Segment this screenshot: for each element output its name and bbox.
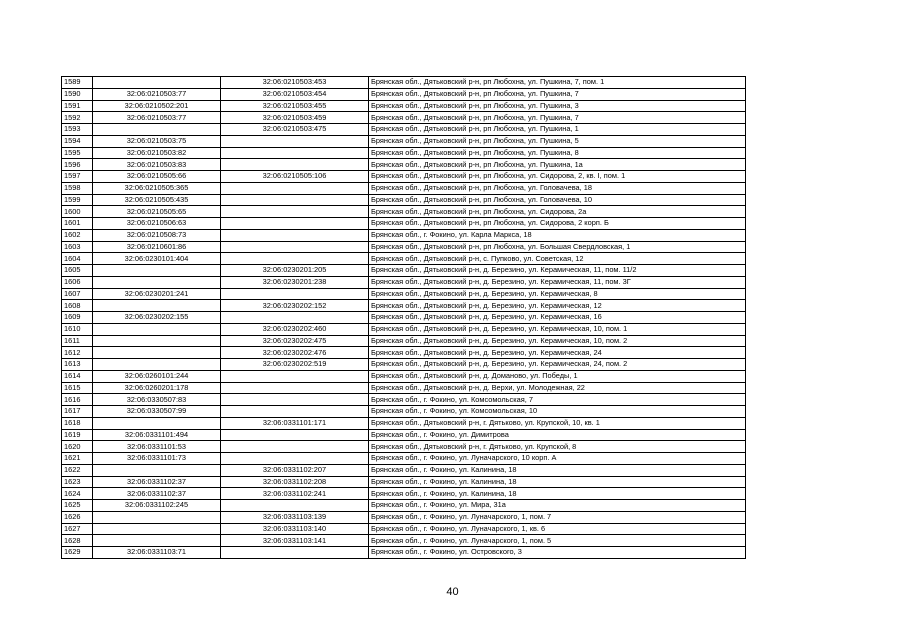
row-number-cell: 1621 bbox=[62, 453, 93, 465]
new-cadastral-number-cell: 32:06:0210503:453 bbox=[221, 77, 369, 89]
address-cell: Брянская обл., Дятьковский р-н, рп Любохна, ул. Пушкина, 7 bbox=[369, 112, 746, 124]
table-row bbox=[62, 194, 746, 206]
table-row bbox=[62, 394, 746, 406]
page-number: 40 bbox=[446, 586, 459, 598]
table-row bbox=[62, 488, 746, 500]
row-number-cell: 1610 bbox=[62, 323, 93, 335]
address-cell: Брянская обл., Дятьковский р-н, д. Березино, ул. Керамическая, 24, пом. 2 bbox=[369, 359, 746, 371]
new-cadastral-number-cell bbox=[221, 394, 369, 406]
address-cell: Брянская обл., г. Фокино, ул. Комсомольская, 10 bbox=[369, 406, 746, 418]
address-cell: Брянская обл., Дятьковский р-н, г. Дятьково, ул. Крупской, 10, кв. 1 bbox=[369, 417, 746, 429]
new-cadastral-number-cell bbox=[221, 429, 369, 441]
row-number-cell: 1597 bbox=[62, 171, 93, 183]
table-row bbox=[62, 417, 746, 429]
table-row bbox=[62, 124, 746, 136]
table-row bbox=[62, 276, 746, 288]
row-number-cell: 1622 bbox=[62, 464, 93, 476]
row-number-cell: 1603 bbox=[62, 241, 93, 253]
table-row bbox=[62, 229, 746, 241]
row-number-cell: 1601 bbox=[62, 218, 93, 230]
table-row bbox=[62, 218, 746, 230]
row-number-cell: 1615 bbox=[62, 382, 93, 394]
table-row bbox=[62, 253, 746, 265]
row-number-cell: 1598 bbox=[62, 182, 93, 194]
old-cadastral-number-cell: 32:06:0210503:77 bbox=[93, 112, 221, 124]
table-row bbox=[62, 182, 746, 194]
table-row bbox=[62, 464, 746, 476]
table-row bbox=[62, 547, 746, 559]
address-cell: Брянская обл., Дятьковский р-н, рп Любохна, ул. Пушкина, 8 bbox=[369, 147, 746, 159]
old-cadastral-number-cell: 32:06:0331102:37 bbox=[93, 488, 221, 500]
table-row bbox=[62, 100, 746, 112]
new-cadastral-number-cell bbox=[221, 135, 369, 147]
address-cell: Брянская обл., Дятьковский р-н, д. Березино, ул. Керамическая, 24 bbox=[369, 347, 746, 359]
address-cell: Брянская обл., Дятьковский р-н, д. Березино, ул. Керамическая, 16 bbox=[369, 312, 746, 324]
new-cadastral-number-cell: 32:06:0331102:207 bbox=[221, 464, 369, 476]
old-cadastral-number-cell: 32:06:0210508:73 bbox=[93, 229, 221, 241]
address-cell: Брянская обл., г. Фокино, ул. Калинина, 18 bbox=[369, 464, 746, 476]
row-number-cell: 1618 bbox=[62, 417, 93, 429]
new-cadastral-number-cell: 32:06:0331102:208 bbox=[221, 476, 369, 488]
row-number-cell: 1619 bbox=[62, 429, 93, 441]
table-row bbox=[62, 312, 746, 324]
row-number-cell: 1616 bbox=[62, 394, 93, 406]
old-cadastral-number-cell: 32:06:0331101:494 bbox=[93, 429, 221, 441]
address-cell: Брянская обл., Дятьковский р-н, д. Березино, ул. Керамическая, 10, пом. 2 bbox=[369, 335, 746, 347]
row-number-cell: 1594 bbox=[62, 135, 93, 147]
row-number-cell: 1606 bbox=[62, 276, 93, 288]
address-cell: Брянская обл., г. Фокино, ул. Мира, 31а bbox=[369, 500, 746, 512]
row-number-cell: 1607 bbox=[62, 288, 93, 300]
address-cell: Брянская обл., Дятьковский р-н, д. Березино, ул. Керамическая, 11, пом. 3Г bbox=[369, 276, 746, 288]
address-cell: Брянская обл., г. Фокино, ул. Комсомольская, 7 bbox=[369, 394, 746, 406]
row-number-cell: 1614 bbox=[62, 370, 93, 382]
row-number-cell: 1625 bbox=[62, 500, 93, 512]
row-number-cell: 1600 bbox=[62, 206, 93, 218]
old-cadastral-number-cell: 32:06:0210503:77 bbox=[93, 88, 221, 100]
row-number-cell: 1629 bbox=[62, 547, 93, 559]
row-number-cell: 1613 bbox=[62, 359, 93, 371]
address-cell: Брянская обл., г. Фокино, ул. Калинина, 18 bbox=[369, 476, 746, 488]
old-cadastral-number-cell bbox=[93, 300, 221, 312]
table-row bbox=[62, 441, 746, 453]
table-row bbox=[62, 300, 746, 312]
old-cadastral-number-cell bbox=[93, 124, 221, 136]
row-number-cell: 1591 bbox=[62, 100, 93, 112]
old-cadastral-number-cell bbox=[93, 523, 221, 535]
address-cell: Брянская обл., Дятьковский р-н, д. Верхи, ул. Молодежная, 22 bbox=[369, 382, 746, 394]
new-cadastral-number-cell bbox=[221, 382, 369, 394]
new-cadastral-number-cell bbox=[221, 288, 369, 300]
address-cell: Брянская обл., г. Фокино, ул. Димитрова bbox=[369, 429, 746, 441]
address-cell: Брянская обл., Дятьковский р-н, рп Любохна, ул. Пушкина, 1а bbox=[369, 159, 746, 171]
row-number-cell: 1612 bbox=[62, 347, 93, 359]
old-cadastral-number-cell: 32:06:0330507:99 bbox=[93, 406, 221, 418]
old-cadastral-number-cell bbox=[93, 335, 221, 347]
table-body bbox=[62, 77, 746, 559]
table-row bbox=[62, 535, 746, 547]
new-cadastral-number-cell bbox=[221, 547, 369, 559]
table-row bbox=[62, 335, 746, 347]
address-cell: Брянская обл., Дятьковский р-н, рп Любохна, ул. Пушкина, 1 bbox=[369, 124, 746, 136]
new-cadastral-number-cell bbox=[221, 253, 369, 265]
address-cell: Брянская обл., г. Фокино, ул. Карла Маркса, 18 bbox=[369, 229, 746, 241]
old-cadastral-number-cell bbox=[93, 535, 221, 547]
row-number-cell: 1628 bbox=[62, 535, 93, 547]
new-cadastral-number-cell: 32:06:0210505:106 bbox=[221, 171, 369, 183]
cadastral-table bbox=[61, 76, 746, 559]
old-cadastral-number-cell: 32:06:0210505:365 bbox=[93, 182, 221, 194]
address-cell: Брянская обл., Дятьковский р-н, рп Любохна, ул. Сидорова, 2, кв. I, пом. 1 bbox=[369, 171, 746, 183]
new-cadastral-number-cell: 32:06:0331103:140 bbox=[221, 523, 369, 535]
row-number-cell: 1609 bbox=[62, 312, 93, 324]
address-cell: Брянская обл., Дятьковский р-н, рп Любохна, ул. Пушкина, 3 bbox=[369, 100, 746, 112]
table-row bbox=[62, 241, 746, 253]
new-cadastral-number-cell: 32:06:0230202:475 bbox=[221, 335, 369, 347]
table-row bbox=[62, 429, 746, 441]
address-cell: Брянская обл., г. Фокино, ул. Луначарского, 1, кв. 6 bbox=[369, 523, 746, 535]
old-cadastral-number-cell: 32:06:0331102:245 bbox=[93, 500, 221, 512]
new-cadastral-number-cell bbox=[221, 147, 369, 159]
new-cadastral-number-cell bbox=[221, 194, 369, 206]
old-cadastral-number-cell bbox=[93, 77, 221, 89]
address-cell: Брянская обл., Дятьковский р-н, д. Березино, ул. Керамическая, 11, пом. 11/2 bbox=[369, 265, 746, 277]
row-number-cell: 1595 bbox=[62, 147, 93, 159]
new-cadastral-number-cell: 32:06:0331102:241 bbox=[221, 488, 369, 500]
old-cadastral-number-cell: 32:06:0331102:37 bbox=[93, 476, 221, 488]
old-cadastral-number-cell: 32:06:0230101:404 bbox=[93, 253, 221, 265]
table-row bbox=[62, 265, 746, 277]
row-number-cell: 1623 bbox=[62, 476, 93, 488]
new-cadastral-number-cell bbox=[221, 312, 369, 324]
old-cadastral-number-cell: 32:06:0230202:155 bbox=[93, 312, 221, 324]
new-cadastral-number-cell: 32:06:0210503:475 bbox=[221, 124, 369, 136]
new-cadastral-number-cell bbox=[221, 241, 369, 253]
address-cell: Брянская обл., Дятьковский р-н, г. Дятьково, ул. Крупской, 8 bbox=[369, 441, 746, 453]
table-row bbox=[62, 511, 746, 523]
old-cadastral-number-cell: 32:06:0210505:65 bbox=[93, 206, 221, 218]
row-number-cell: 1617 bbox=[62, 406, 93, 418]
address-cell: Брянская обл., Дятьковский р-н, д. Березино, ул. Керамическая, 10, пом. 1 bbox=[369, 323, 746, 335]
old-cadastral-number-cell bbox=[93, 265, 221, 277]
row-number-cell: 1602 bbox=[62, 229, 93, 241]
table-row bbox=[62, 382, 746, 394]
address-cell: Брянская обл., г. Фокино, ул. Островского, 3 bbox=[369, 547, 746, 559]
new-cadastral-number-cell bbox=[221, 370, 369, 382]
address-cell: Брянская обл., Дятьковский р-н, рп Любохна, ул. Сидорова, 2 корп. Б bbox=[369, 218, 746, 230]
table-row bbox=[62, 476, 746, 488]
address-cell: Брянская обл., Дятьковский р-н, д. Доманово, ул. Победы, 1 bbox=[369, 370, 746, 382]
address-cell: Брянская обл., Дятьковский р-н, рп Любохна, ул. Сидорова, 2а bbox=[369, 206, 746, 218]
row-number-cell: 1620 bbox=[62, 441, 93, 453]
table-row bbox=[62, 370, 746, 382]
table-row bbox=[62, 206, 746, 218]
address-cell: Брянская обл., Дятьковский р-н, рп Любохна, ул. Пушкина, 7 bbox=[369, 88, 746, 100]
row-number-cell: 1599 bbox=[62, 194, 93, 206]
table-row bbox=[62, 347, 746, 359]
table-row bbox=[62, 77, 746, 89]
row-number-cell: 1624 bbox=[62, 488, 93, 500]
old-cadastral-number-cell: 32:06:0260201:178 bbox=[93, 382, 221, 394]
address-cell: Брянская обл., Дятьковский р-н, рп Любохна, ул. Головачева, 18 bbox=[369, 182, 746, 194]
row-number-cell: 1608 bbox=[62, 300, 93, 312]
address-cell: Брянская обл., г. Фокино, ул. Луначарского, 1, пом. 7 bbox=[369, 511, 746, 523]
old-cadastral-number-cell: 32:06:0331101:53 bbox=[93, 441, 221, 453]
new-cadastral-number-cell bbox=[221, 500, 369, 512]
old-cadastral-number-cell: 32:06:0330507:83 bbox=[93, 394, 221, 406]
new-cadastral-number-cell bbox=[221, 182, 369, 194]
table-row bbox=[62, 406, 746, 418]
address-cell: Брянская обл., Дятьковский р-н, с. Пупково, ул. Советская, 12 bbox=[369, 253, 746, 265]
new-cadastral-number-cell bbox=[221, 218, 369, 230]
address-cell: Брянская обл., Дятьковский р-н, рп Любохна, ул. Большая Свердловская, 1 bbox=[369, 241, 746, 253]
new-cadastral-number-cell: 32:06:0230202:476 bbox=[221, 347, 369, 359]
new-cadastral-number-cell: 32:06:0230202:519 bbox=[221, 359, 369, 371]
new-cadastral-number-cell: 32:06:0331103:139 bbox=[221, 511, 369, 523]
address-cell: Брянская обл., Дятьковский р-н, д. Березино, ул. Керамическая, 8 bbox=[369, 288, 746, 300]
new-cadastral-number-cell: 32:06:0210503:454 bbox=[221, 88, 369, 100]
row-number-cell: 1604 bbox=[62, 253, 93, 265]
new-cadastral-number-cell: 32:06:0331103:141 bbox=[221, 535, 369, 547]
table-row bbox=[62, 288, 746, 300]
table-row bbox=[62, 453, 746, 465]
old-cadastral-number-cell: 32:06:0210503:82 bbox=[93, 147, 221, 159]
table-row bbox=[62, 323, 746, 335]
row-number-cell: 1611 bbox=[62, 335, 93, 347]
old-cadastral-number-cell bbox=[93, 347, 221, 359]
old-cadastral-number-cell bbox=[93, 323, 221, 335]
new-cadastral-number-cell bbox=[221, 206, 369, 218]
address-cell: Брянская обл., Дятьковский р-н, рп Любохна, ул. Головачева, 10 bbox=[369, 194, 746, 206]
address-cell: Брянская обл., г. Фокино, ул. Калинина, 18 bbox=[369, 488, 746, 500]
address-cell: Брянская обл., Дятьковский р-н, д. Березино, ул. Керамическая, 12 bbox=[369, 300, 746, 312]
table-row bbox=[62, 88, 746, 100]
old-cadastral-number-cell: 32:06:0210505:66 bbox=[93, 171, 221, 183]
new-cadastral-number-cell: 32:06:0230201:238 bbox=[221, 276, 369, 288]
new-cadastral-number-cell bbox=[221, 453, 369, 465]
row-number-cell: 1589 bbox=[62, 77, 93, 89]
old-cadastral-number-cell: 32:06:0210502:201 bbox=[93, 100, 221, 112]
new-cadastral-number-cell bbox=[221, 406, 369, 418]
table-row bbox=[62, 500, 746, 512]
address-cell: Брянская обл., Дятьковский р-н, рп Любохна, ул. Пушкина, 5 bbox=[369, 135, 746, 147]
table-row bbox=[62, 147, 746, 159]
old-cadastral-number-cell: 32:06:0210505:435 bbox=[93, 194, 221, 206]
row-number-cell: 1627 bbox=[62, 523, 93, 535]
table-row bbox=[62, 135, 746, 147]
table-row bbox=[62, 171, 746, 183]
row-number-cell: 1605 bbox=[62, 265, 93, 277]
table-row bbox=[62, 159, 746, 171]
row-number-cell: 1592 bbox=[62, 112, 93, 124]
new-cadastral-number-cell: 32:06:0230202:152 bbox=[221, 300, 369, 312]
address-cell: Брянская обл., г. Фокино, ул. Луначарского, 10 корп. А bbox=[369, 453, 746, 465]
row-number-cell: 1590 bbox=[62, 88, 93, 100]
row-number-cell: 1593 bbox=[62, 124, 93, 136]
old-cadastral-number-cell: 32:06:0210601:86 bbox=[93, 241, 221, 253]
old-cadastral-number-cell: 32:06:0331101:73 bbox=[93, 453, 221, 465]
table-row bbox=[62, 112, 746, 124]
new-cadastral-number-cell: 32:06:0210503:455 bbox=[221, 100, 369, 112]
new-cadastral-number-cell: 32:06:0210503:459 bbox=[221, 112, 369, 124]
new-cadastral-number-cell: 32:06:0230202:460 bbox=[221, 323, 369, 335]
old-cadastral-number-cell: 32:06:0210503:83 bbox=[93, 159, 221, 171]
old-cadastral-number-cell: 32:06:0210506:63 bbox=[93, 218, 221, 230]
new-cadastral-number-cell: 32:06:0230201:205 bbox=[221, 265, 369, 277]
old-cadastral-number-cell bbox=[93, 417, 221, 429]
new-cadastral-number-cell bbox=[221, 229, 369, 241]
row-number-cell: 1596 bbox=[62, 159, 93, 171]
old-cadastral-number-cell: 32:06:0230201:241 bbox=[93, 288, 221, 300]
row-number-cell: 1626 bbox=[62, 511, 93, 523]
new-cadastral-number-cell bbox=[221, 441, 369, 453]
old-cadastral-number-cell bbox=[93, 276, 221, 288]
old-cadastral-number-cell bbox=[93, 511, 221, 523]
new-cadastral-number-cell: 32:06:0331101:171 bbox=[221, 417, 369, 429]
table-row bbox=[62, 359, 746, 371]
table-row bbox=[62, 523, 746, 535]
old-cadastral-number-cell: 32:06:0331103:71 bbox=[93, 547, 221, 559]
old-cadastral-number-cell bbox=[93, 464, 221, 476]
old-cadastral-number-cell bbox=[93, 359, 221, 371]
old-cadastral-number-cell: 32:06:0260101:244 bbox=[93, 370, 221, 382]
new-cadastral-number-cell bbox=[221, 159, 369, 171]
address-cell: Брянская обл., г. Фокино, ул. Луначарского, 1, пом. 5 bbox=[369, 535, 746, 547]
address-cell: Брянская обл., Дятьковский р-н, рп Любохна, ул. Пушкина, 7, пом. 1 bbox=[369, 77, 746, 89]
old-cadastral-number-cell: 32:06:0210503:75 bbox=[93, 135, 221, 147]
